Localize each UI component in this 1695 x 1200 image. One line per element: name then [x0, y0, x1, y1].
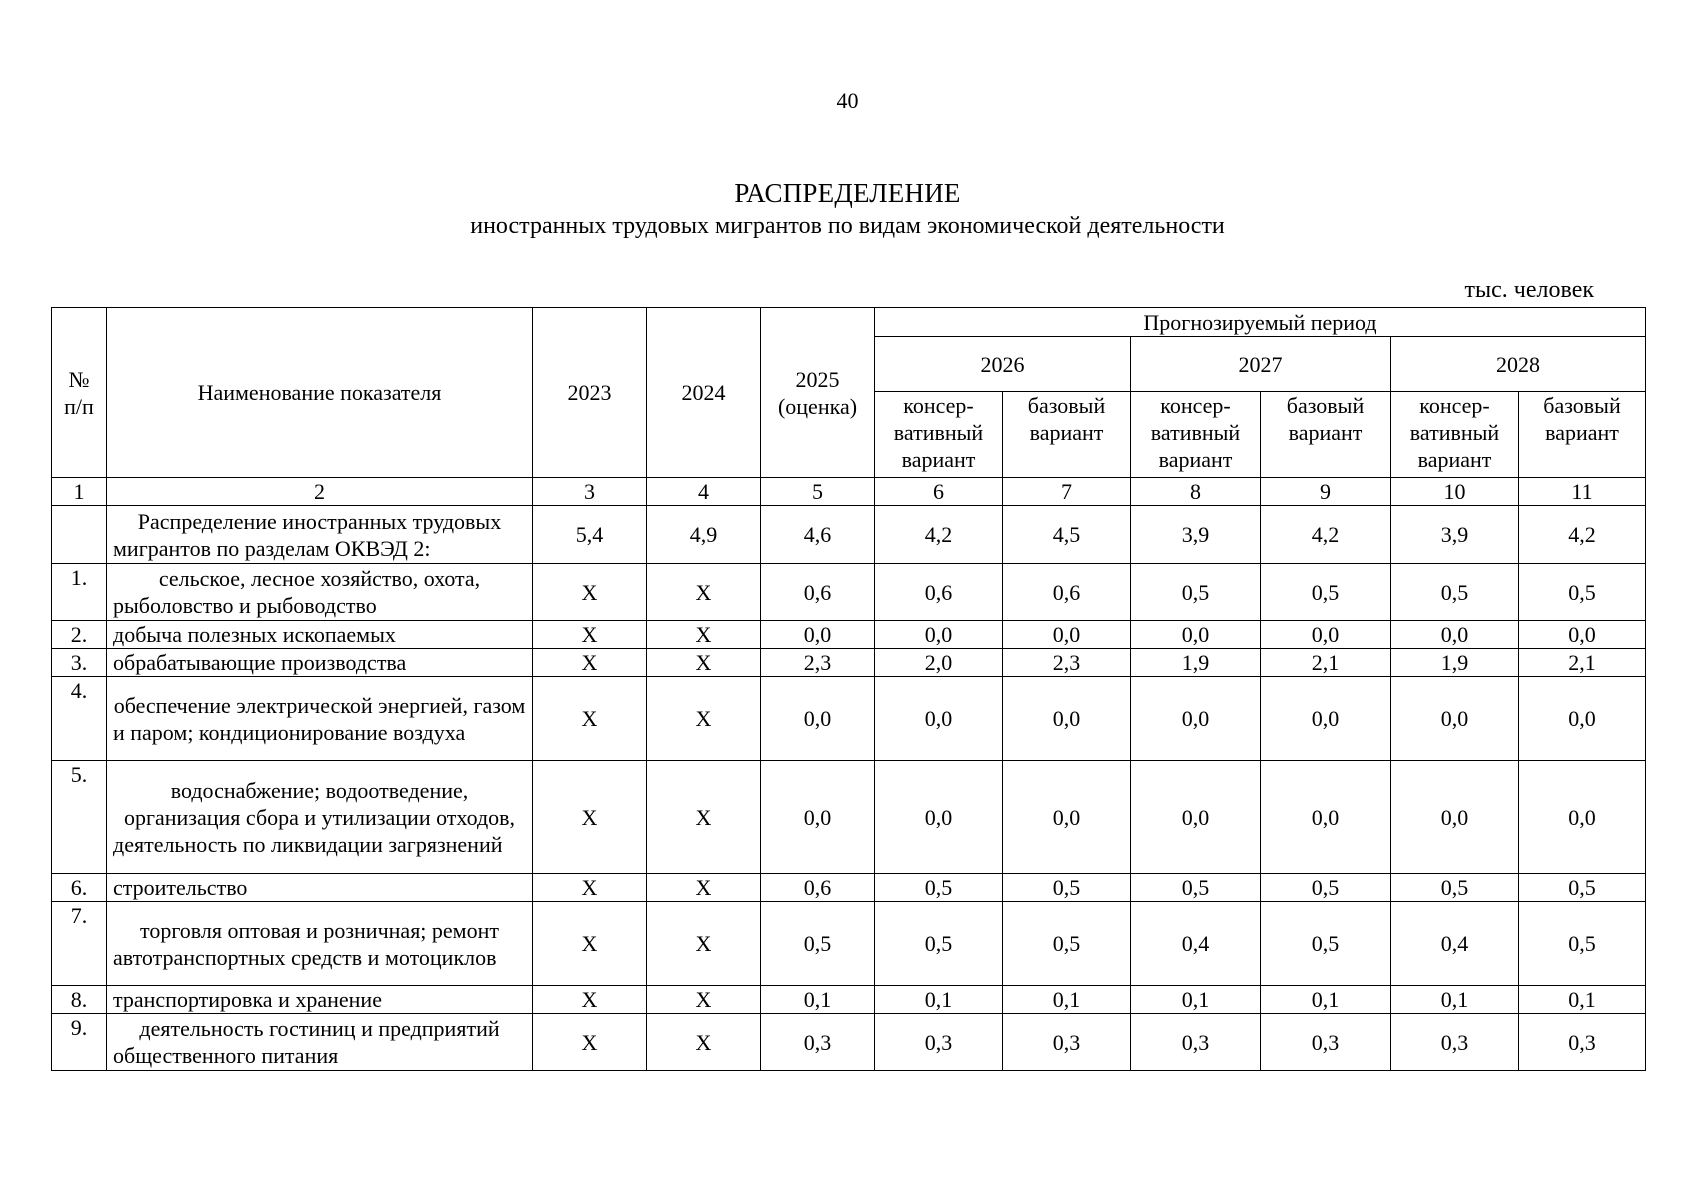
variant-base-line1: базовый [1027, 393, 1106, 418]
header-year-2025-line2: (оценка) [777, 393, 858, 419]
value-cell: 0,1 [875, 986, 1003, 1014]
table-row [52, 649, 1646, 677]
value-cell: X [533, 986, 647, 1014]
variant-base-line2: вариант [1029, 420, 1104, 445]
row-number: 3. [52, 649, 107, 677]
variant-cons-line2: вативный [1409, 420, 1500, 445]
row-indicator-name: торговля оптовая и розничная; ремонт автотранспортных средств и мотоциклов [107, 902, 533, 986]
value-cell: 0,0 [1261, 761, 1391, 874]
value-cell: X [533, 761, 647, 874]
row-indicator-name: сельское, лесное хозяйство, охота, рыболовство и рыбоводство [107, 564, 533, 621]
value-cell: 0,4 [1391, 902, 1519, 986]
value-cell: 0,0 [1391, 677, 1519, 761]
value-cell: 0,0 [761, 621, 875, 649]
header-year-2023: 2023 [533, 308, 647, 478]
row-indicator-name: Распределение иностранных трудовых мигрантов по разделам ОКВЭД 2: [107, 506, 533, 564]
value-cell: 0,5 [1131, 564, 1261, 621]
value-cell: 0,1 [1519, 986, 1646, 1014]
variant-cons-line1: консер- [1419, 393, 1490, 418]
row-number: 4. [52, 677, 107, 761]
value-cell: 0,5 [1261, 564, 1391, 621]
value-cell: 0,5 [1391, 564, 1519, 621]
value-cell: 0,3 [1003, 1014, 1131, 1071]
value-cell: X [647, 986, 761, 1014]
header-year-2027: 2027 [1131, 337, 1391, 392]
value-cell: 0,0 [1003, 677, 1131, 761]
row-indicator-name: обрабатывающие производства [107, 649, 533, 677]
row-indicator-name: транспортировка и хранение [107, 986, 533, 1014]
value-cell: X [533, 902, 647, 986]
table-row [52, 902, 1646, 986]
value-cell: X [533, 874, 647, 902]
row-number: 5. [52, 761, 107, 874]
value-cell: 3,9 [1391, 506, 1519, 564]
row-indicator-name: обеспечение электрической энергией, газом и паром; кондиционирование воздуха [107, 677, 533, 761]
value-cell: 0,5 [1261, 902, 1391, 986]
table-row [52, 621, 1646, 649]
value-cell: 0,3 [875, 1014, 1003, 1071]
value-cell: 0,3 [1261, 1014, 1391, 1071]
value-cell: 0,6 [761, 874, 875, 902]
header-forecast-period: Прогнозируемый период [875, 308, 1646, 337]
variant-cons-line3: вариант [1158, 447, 1233, 472]
value-cell: X [533, 621, 647, 649]
value-cell: 2,3 [1003, 649, 1131, 677]
row-number: 7. [52, 902, 107, 986]
value-cell: X [533, 677, 647, 761]
header-num-line2: п/п [64, 393, 94, 419]
row-number: 8. [52, 986, 107, 1014]
column-index: 5 [761, 478, 875, 506]
variant-base-line2: вариант [1545, 420, 1619, 445]
value-cell: 0,0 [1261, 621, 1391, 649]
value-cell: 0,5 [1003, 874, 1131, 902]
column-index: 3 [533, 478, 647, 506]
value-cell: 0,5 [1131, 874, 1261, 902]
row-indicator-name: водоснабжение; водоотведение, организация сбора и утилизации отходов, деятельность по ликвидации загрязнений [107, 761, 533, 874]
value-cell: 0,6 [1003, 564, 1131, 621]
column-index: 6 [875, 478, 1003, 506]
value-cell: 4,9 [647, 506, 761, 564]
value-cell: X [533, 649, 647, 677]
document-subtitle: иностранных трудовых мигрантов по видам экономической деятельности [470, 213, 1225, 239]
value-cell: 0,6 [875, 564, 1003, 621]
row-indicator-name: строительство [107, 874, 533, 902]
table-row [52, 986, 1646, 1014]
value-cell: 3,9 [1131, 506, 1261, 564]
value-cell: 0,0 [761, 761, 875, 874]
column-index: 11 [1519, 478, 1646, 506]
column-index: 2 [107, 478, 533, 506]
column-index: 10 [1391, 478, 1519, 506]
value-cell: 4,2 [1519, 506, 1646, 564]
variant-base-line1: базовый [1543, 393, 1621, 418]
value-cell: 0,5 [1261, 874, 1391, 902]
variant-cons-line3: вариант [1417, 447, 1492, 472]
value-cell: 1,9 [1131, 649, 1261, 677]
value-cell: X [647, 621, 761, 649]
header-2027-conservative [1131, 392, 1261, 478]
header-year-2028: 2028 [1391, 337, 1646, 392]
value-cell: 0,1 [1391, 986, 1519, 1014]
value-cell: 0,5 [1519, 874, 1646, 902]
value-cell: 0,0 [761, 677, 875, 761]
header-num-line1: № [68, 366, 90, 392]
units-label: тыс. человек [1464, 277, 1594, 303]
value-cell: 0,0 [875, 761, 1003, 874]
value-cell: 0,0 [1519, 761, 1646, 874]
variant-cons-line1: консер- [1160, 393, 1231, 418]
variant-cons-line2: вативный [893, 420, 984, 445]
table-row [52, 761, 1646, 874]
row-number: 9. [52, 1014, 107, 1071]
header-2028-base [1519, 392, 1646, 478]
value-cell: 0,5 [1519, 902, 1646, 986]
column-index: 7 [1003, 478, 1131, 506]
table-row [52, 874, 1646, 902]
variant-cons-line3: вариант [901, 447, 976, 472]
value-cell: X [647, 902, 761, 986]
column-index: 9 [1261, 478, 1391, 506]
value-cell: 2,1 [1261, 649, 1391, 677]
row-number: 2. [52, 621, 107, 649]
value-cell: 0,5 [761, 902, 875, 986]
value-cell: X [647, 564, 761, 621]
header-2026-conservative [875, 392, 1003, 478]
value-cell: 0,5 [1003, 902, 1131, 986]
column-index-row [52, 478, 1646, 506]
variant-base-line1: базовый [1286, 393, 1365, 418]
variant-cons-line1: консер- [903, 393, 974, 418]
value-cell: 0,1 [1261, 986, 1391, 1014]
value-cell: 2,0 [875, 649, 1003, 677]
column-index: 8 [1131, 478, 1261, 506]
value-cell: 1,9 [1391, 649, 1519, 677]
value-cell: 0,5 [875, 902, 1003, 986]
header-row-1 [52, 308, 1646, 337]
value-cell: 0,0 [1131, 761, 1261, 874]
value-cell: X [647, 649, 761, 677]
value-cell: 0,4 [1131, 902, 1261, 986]
value-cell: 0,0 [1391, 621, 1519, 649]
migrants-distribution-table [51, 307, 1646, 1071]
value-cell: 0,5 [875, 874, 1003, 902]
value-cell: X [647, 761, 761, 874]
document-title: РАСПРЕДЕЛЕНИЕ [734, 178, 961, 208]
header-indicator-name: Наименование показателя [107, 308, 533, 478]
row-indicator-name: деятельность гостиниц и предприятий общественного питания [107, 1014, 533, 1071]
value-cell: 4,6 [761, 506, 875, 564]
value-cell: 0,0 [875, 677, 1003, 761]
value-cell: 0,1 [761, 986, 875, 1014]
header-year-2025-line1: 2025 [795, 366, 840, 392]
value-cell: 0,3 [1131, 1014, 1261, 1071]
value-cell: X [647, 874, 761, 902]
table-row [52, 677, 1646, 761]
variant-base-line2: вариант [1288, 420, 1363, 445]
variant-cons-line2: вативный [1150, 420, 1241, 445]
value-cell: 0,0 [1003, 621, 1131, 649]
page-number: 40 [836, 88, 859, 113]
table-row [52, 564, 1646, 621]
value-cell: 0,6 [761, 564, 875, 621]
row-number: 6. [52, 874, 107, 902]
row-number: 1. [52, 564, 107, 621]
row-indicator-name: добыча полезных ископаемых [107, 621, 533, 649]
row-number [52, 506, 107, 564]
column-index: 4 [647, 478, 761, 506]
value-cell: 4,2 [1261, 506, 1391, 564]
header-2026-base [1003, 392, 1131, 478]
value-cell: 0,3 [761, 1014, 875, 1071]
column-index: 1 [52, 478, 107, 506]
header-num [52, 308, 107, 478]
value-cell: X [647, 677, 761, 761]
value-cell: 0,0 [1131, 621, 1261, 649]
header-year-2024: 2024 [647, 308, 761, 478]
value-cell: 4,5 [1003, 506, 1131, 564]
table-row [52, 1014, 1646, 1071]
value-cell: 0,3 [1391, 1014, 1519, 1071]
header-2028-conservative [1391, 392, 1519, 478]
value-cell: 0,5 [1519, 564, 1646, 621]
value-cell: X [647, 1014, 761, 1071]
value-cell: 0,0 [1131, 677, 1261, 761]
value-cell: 0,0 [1003, 761, 1131, 874]
value-cell: 0,1 [1003, 986, 1131, 1014]
value-cell: 0,1 [1131, 986, 1261, 1014]
header-year-2026: 2026 [875, 337, 1131, 392]
value-cell: 0,0 [1519, 621, 1646, 649]
value-cell: 4,2 [875, 506, 1003, 564]
value-cell: X [533, 1014, 647, 1071]
value-cell: 0,0 [1519, 677, 1646, 761]
header-year-2025 [761, 308, 875, 478]
value-cell: 2,1 [1519, 649, 1646, 677]
value-cell: X [533, 564, 647, 621]
value-cell: 2,3 [761, 649, 875, 677]
value-cell: 0,0 [1261, 677, 1391, 761]
header-2027-base [1261, 392, 1391, 478]
value-cell: 5,4 [533, 506, 647, 564]
value-cell: 0,5 [1391, 874, 1519, 902]
value-cell: 0,0 [1391, 761, 1519, 874]
value-cell: 0,3 [1519, 1014, 1646, 1071]
value-cell: 0,0 [875, 621, 1003, 649]
table-row [52, 506, 1646, 564]
